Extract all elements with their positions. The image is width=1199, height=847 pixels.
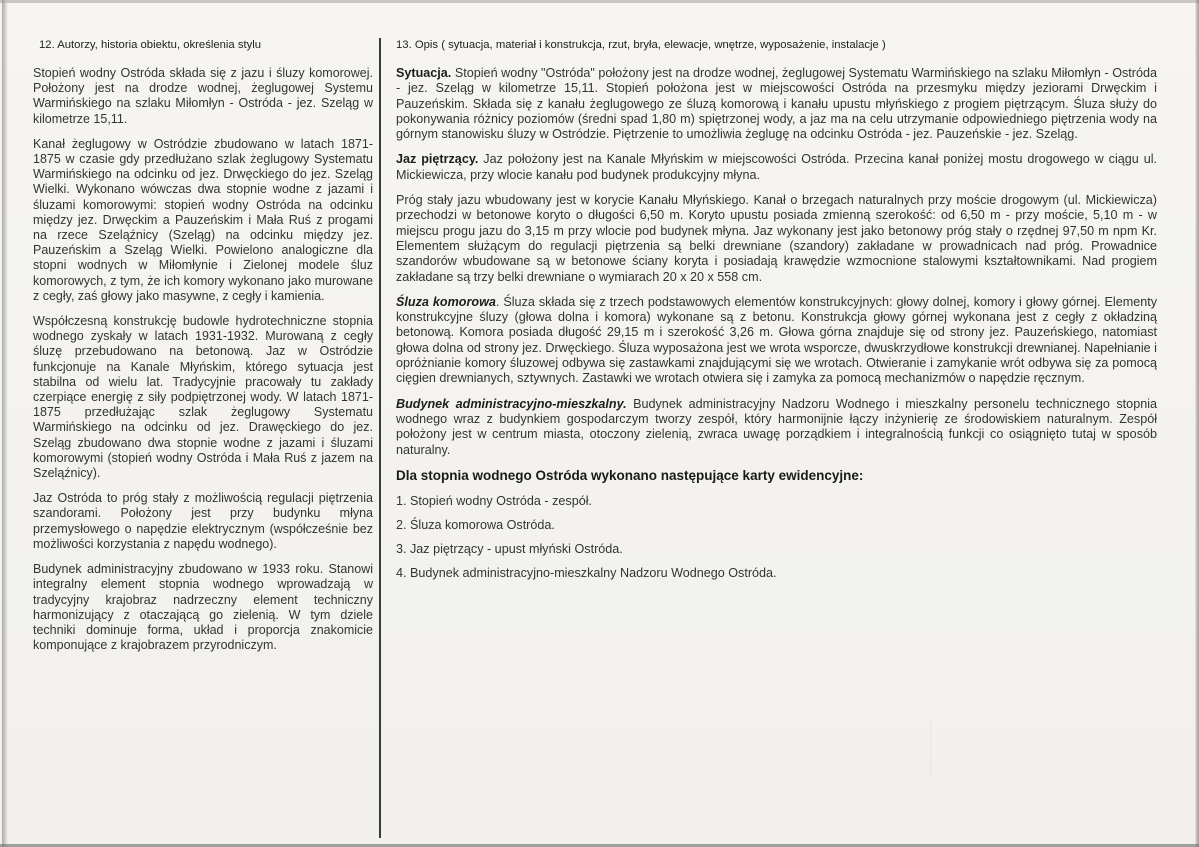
paragraph-lead: Budynek administracyjno-mieszkalny. <box>396 396 627 411</box>
history-paragraph: Współczesną konstrukcję budowle hydrotechniczne stopnia wodnego zyskały w latach 1931-1932. Murowaną z cegły śluzę przebudowano na betonową. Jaz w Ostródzie funkcjonuje na Kanale Młyńskim, którego sytuacja jest stabilna od wielu lat. Tradycyjnie pracowały tu zakłady czerpiące energię z siły podpiętrzonej wody. W latach 1871-1875 przedłużając szlak żeglugowy Systematu Warmińskiego na odcinku od jez. Drawęckiego do jez. Szeląg zbudowano dwa stopnie wodne z jazami i śluzami komorowymi (stopień wodny Ostróda i Mała Ruś z jazem na Szeląźnicy). <box>33 314 373 481</box>
column-divider <box>379 38 381 838</box>
card-list-item: 3. Jaz piętrzący - upust młyński Ostróda. <box>396 541 623 556</box>
paragraph-text: Budynek administracyjny Nadzoru Wodnego i mieszkalny personelu technicznego stopnia wodnego wraz z budynkiem gospodarczym tworzy zespół, który harmonijnie łączy inżynierię ze środowiskiem naturalnym. Zespół położony jest w centrum miasta, otoczony zielenią, zwraca uwagę porządkiem i integralnością funkcji co osiągnięto tutaj w sposób naturalny. <box>396 396 1157 457</box>
history-paragraph: Budynek administracyjny zbudowano w 1933 roku. Stanowi integralny element stopnia wodnego wprowadzają w tradycyjny krajobraz nadrzeczny element techniczny harmonizujący z otaczającą go zielenią. W tym dziele techniki dominuje forma, układ i proporcja znakomicie komponujące z krajobrazem przyrodniczym. <box>33 562 373 653</box>
card-list-item: 2. Śluza komorowa Ostróda. <box>396 517 555 532</box>
cards-heading: Dla stopnia wodnego Ostróda wykonano następujące karty ewidencyjne: <box>396 467 864 483</box>
paragraph-lead: Jaz piętrzący. <box>396 152 479 167</box>
scan-artifact <box>930 720 971 780</box>
history-paragraph: Jaz Ostróda to próg stały z możliwością regulacji piętrzenia szandorami. Położony jest przy budynku młyna przemysłowego o napędzie elektrycznym (współcześnie bez możliwości korzystania z napędu wodnego). <box>33 491 373 551</box>
scan-edge-right <box>1195 0 1199 847</box>
paragraph-lead: Sytuacja. <box>396 66 452 80</box>
history-paragraph: Stopień wodny Ostróda składa się z jazu i śluzy komorowej. Położony jest na drodze wodnej, żeglugowej Systemu Warmińskiego na szlaku Miłomłyn - Ostróda - jez. Szeląg w kilometrze 15,11. <box>33 66 373 126</box>
section-12-heading: 12. Autorzy, historia obiektu, określenia stylu <box>39 39 262 51</box>
card-list-item: 4. Budynek administracyjno-mieszkalny Nadzoru Wodnego Ostróda. <box>396 565 777 580</box>
paragraph-text: . Śluza składa się z trzech podstawowych elementów konstrukcyjnych: głowy dolnej, komory i głowy górnej. Elementy konstrukcyjne śluzy (głowa dolna i komora) wykonane są z betonu. Konstrukcja głowy górnej wykonana jest z cegły z okładziną betonową. Komora posiada długość 29,15 m i szerokość 3,26 m. Głowa górna znajduje się od strony jez. Pauzeńskiego, natomiast głowa dolna od strony jez. Drwęckiego. Śluza wyposażona jest we wrota wsporcze, dwuskrzydłowe konstrukcji drewnianej. Napełnianie i opróżnianie komory śluzowej odbywa się zastawkami znajdującymi się we wrotach. Otwieranie i zamykanie wrót odbywa się za pomocą cięgien drewnianych, sztywnych. Zastawki we wrotach otwiera się i zamyka za pomocą mechanizmów o napędzie ręcznym. <box>396 294 1157 386</box>
history-paragraph: Kanał żeglugowy w Ostródzie zbudowano w latach 1871-1875 w czasie gdy przedłużano szlak żeglugowy Systematu Warmińskiego na odcinku od jez. Drwęckiego do jez. Szeląg Wielki. Wykonano wówczas dwa stopnie wodne z jazami i śluzami komorowymi: stopień wodny Ostróda na odcinku między jez. Drwęckim a Pauzeńskim i Mała Ruś z progami na rzece Szeląźnicy (Szeląg) na odcinku między jez. Pauzeńskim a Szeląg Wielki. Powielono analogiczne dla stopni wodnych w Miłomłynie i Zielonej modele śluz komorowych, z tym, że ich komory wykonano jako murowane z cegły, zaś głowy jako masywne, z cegły i kamienia. <box>33 136 373 303</box>
scan-edge-left <box>2 0 8 847</box>
description-paragraph-lock <box>396 295 1157 387</box>
scan-edge-top <box>0 0 1199 3</box>
paragraph-text: Stopień wodny "Ostróda" położony jest na drodze wodnej, żeglugowej Systematu Warmińskiego na szlaku Miłomłyn - Ostróda - jez. Szeląg w kilometrze 15,11. Stopień położona jest w miejscowości Ostróda na przesmyku między jeziorami Drwęckim i Pauzeńskim. Składa się z kanału żeglugowego ze śluzą komorową i kanału upustu młyńskiego z progiem piętrzącym. Śluza służy do pokonywania różnicy poziomów (średni spad 1,80 m) spiętrzonej wody, a jaz ma na celu utrzymanie odpowiedniego piętrzenia wody na górnym stanowisku śluzy w Ostródzie. Piętrzenie to umożliwia żeglugę na odcinku Ostróda - jez. Pauzeńskie - jez. Szeląg. <box>396 66 1157 142</box>
description-paragraph-sill <box>396 193 1157 285</box>
left-column <box>33 38 373 663</box>
description-paragraph-building <box>396 397 1157 458</box>
card-list-item: 1. Stopień wodny Ostróda - zespół. <box>396 493 593 508</box>
paragraph-lead: Śluza komorowa <box>396 294 496 309</box>
section-13-heading: 13. Opis ( sytuacja, materiał i konstrukcja, rzut, bryła, elewacje, wnętrze, wyposażenie, instalacje ) <box>396 39 886 51</box>
description-paragraph-situation <box>396 66 1157 142</box>
right-column <box>396 38 1157 590</box>
paragraph-text: Jaz położony jest na Kanale Młyńskim w miejscowości Ostróda. Przecina kanał poniżej mostu drogowego w ciągu ul. Mickiewicza, przy wlocie kanału pod budynek produkcyjny młyna. <box>396 152 1157 182</box>
paragraph-text: Próg stały jazu wbudowany jest w korycie Kanału Młyńskiego. Kanał o brzegach naturalnych przy moście drogowym (ul. Mickiewicza) przechodzi w betonowe koryto o długości 6,50 m. Koryto upustu posiada zmienną szerokość: od 6,50 m - przy moście, 5,10 m - w miejscu progu jazu do 3,15 m przy wlocie pod budynek młyna. Jaz wykonany jest jako betonowy próg stały o rzędnej 97,50 m npm Kr. Elementem służącym do regulacji piętrzenia są belki drewniane (szandory) zakładane w prowadnicach nad próg. Prowadnice szandorów wbudowane są w betonowe ściany koryta i posiadają krawędzie wzmocnione stalowymi kształtownikami. Nad progiem zakładane są trzy belki drewniane o wymiarach 20 x 20 x 558 cm. <box>396 193 1157 284</box>
description-paragraph-weir <box>396 152 1157 183</box>
